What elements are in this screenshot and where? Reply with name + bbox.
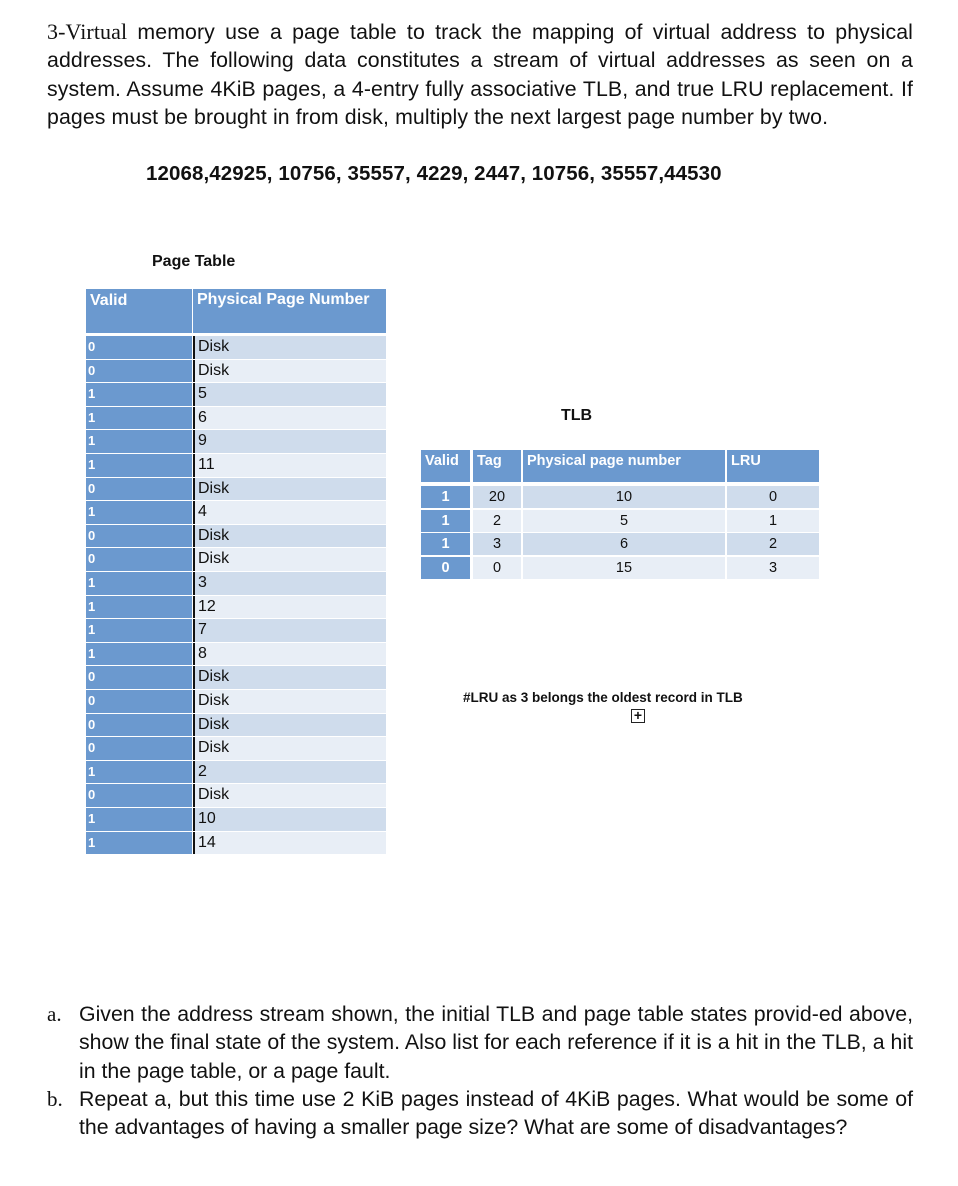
page-table-valid-cell: 0: [86, 360, 192, 383]
page-table-ppn-cell: Disk: [193, 360, 386, 383]
page-table-row: [86, 478, 386, 501]
tlb-valid-header: Valid: [421, 450, 470, 482]
page-table-valid-cell: 0: [86, 784, 192, 807]
page-table-ppn-cell: Disk: [193, 690, 386, 713]
tlb-valid-cell: 1: [421, 510, 470, 532]
page-table-row: [86, 383, 386, 406]
question-a-text: Given the address stream shown, the initial TLB and page table states provid-ed above, show the final state of the system. Also list for each reference if it is a hit in the TLB, a hit in the page table, or a page fault.: [79, 1002, 913, 1083]
page-table-valid-cell: 1: [86, 619, 192, 642]
page-table-row: [86, 690, 386, 713]
page-table-valid-cell: 1: [86, 501, 192, 524]
page-table-ppn-cell: 9: [193, 430, 386, 453]
questions: [47, 1000, 913, 1141]
page-table-row: [86, 737, 386, 760]
page-table-ppn-cell: Disk: [193, 478, 386, 501]
page-table-ppn-cell: Disk: [193, 714, 386, 737]
address-stream: 12068,42925, 10756, 35557, 4229, 2447, 10756, 35557,44530: [146, 162, 722, 185]
tlb-tag-cell: 20: [473, 486, 521, 508]
page-table-ppn-cell: Disk: [193, 737, 386, 760]
tlb-tag-cell: 0: [473, 557, 521, 579]
tlb-ppn-header: Physical page number: [523, 450, 725, 482]
page-table-valid-cell: 0: [86, 525, 192, 548]
question-a-marker: a.: [47, 1002, 62, 1026]
tlb-lru-cell: 1: [727, 510, 819, 532]
page-table-row: [86, 761, 386, 784]
page-table-ppn-cell: 12: [193, 596, 386, 619]
page-table-row: [86, 619, 386, 642]
page-table-row: [86, 832, 386, 855]
page-table-valid-cell: 1: [86, 643, 192, 666]
page-table-ppn-cell: 7: [193, 619, 386, 642]
page-table-valid-cell: 0: [86, 548, 192, 571]
problem-statement: [47, 18, 913, 131]
tlb-tag-header: Tag: [473, 450, 521, 482]
tlb-ppn-cell: 6: [523, 533, 725, 555]
page-table-valid-cell: 1: [86, 808, 192, 831]
page-table-valid-cell: 0: [86, 737, 192, 760]
page-table-row: [86, 548, 386, 571]
page-table-valid-header: Valid: [86, 289, 192, 333]
page-table-ppn-cell: Disk: [193, 336, 386, 359]
question-b-text: Repeat a, but this time use 2 KiB pages instead of 4KiB pages. What would be some of the advantages of having a smaller page size? What are some of disadvantages?: [79, 1086, 913, 1140]
page-table-valid-cell: 0: [86, 336, 192, 359]
tlb-tag-cell: 3: [473, 533, 521, 555]
page-table-title: Page Table: [152, 253, 236, 270]
question-b: [47, 1085, 913, 1142]
tlb-tag-cell: 2: [473, 510, 521, 532]
question-a: [47, 1000, 913, 1085]
page-table-row: [86, 714, 386, 737]
page-table-valid-cell: 1: [86, 454, 192, 477]
problem-number: 3-Virtual: [47, 19, 128, 44]
page-table-ppn-cell: 14: [193, 832, 386, 855]
page-table-ppn-cell: 8: [193, 643, 386, 666]
page-table-ppn-cell: 3: [193, 572, 386, 595]
page-table-row: [86, 407, 386, 430]
tlb-ppn-cell: 5: [523, 510, 725, 532]
tlb-valid-cell: 1: [421, 533, 470, 555]
page-table-row: [86, 643, 386, 666]
page-table-valid-cell: 1: [86, 761, 192, 784]
page-table-ppn-cell: 4: [193, 501, 386, 524]
tlb-lru-header: LRU: [727, 450, 819, 482]
page-table-row: [86, 525, 386, 548]
tlb-lru-cell: 0: [727, 486, 819, 508]
problem-text: memory use a page table to track the mapping of virtual address to physical addresses. The following data constitutes a stream of virtual addresses as seen on a system. Assume 4KiB pages, a 4-entry fully associative TLB, and true LRU replacement. If pages must be brought in from disk, multiply the next largest page number by two.: [47, 20, 913, 129]
page-table-valid-cell: 1: [86, 596, 192, 619]
page-table-valid-cell: 0: [86, 666, 192, 689]
page-table-ppn-cell: 6: [193, 407, 386, 430]
page-table-ppn-cell: Disk: [193, 666, 386, 689]
page-table-row: [86, 336, 386, 359]
page-table-row: [86, 596, 386, 619]
tlb-ppn-cell: 15: [523, 557, 725, 579]
question-b-marker: b.: [47, 1086, 63, 1111]
expand-icon[interactable]: +: [631, 709, 645, 723]
page-table-ppn-cell: 2: [193, 761, 386, 784]
page-table-ppn-cell: 5: [193, 383, 386, 406]
page-table-row: [86, 360, 386, 383]
page-table-valid-cell: 1: [86, 407, 192, 430]
page-table-row: [86, 808, 386, 831]
page-table-valid-cell: 1: [86, 430, 192, 453]
page-table-ppn-cell: Disk: [193, 525, 386, 548]
page-table-valid-cell: 0: [86, 690, 192, 713]
tlb-valid-cell: 1: [421, 486, 470, 508]
page-table-row: [86, 501, 386, 524]
page-table-row: [86, 454, 386, 477]
page-table-row: [86, 666, 386, 689]
page-table-ppn-cell: 11: [193, 454, 386, 477]
page-table-row: [86, 430, 386, 453]
page-table-valid-cell: 1: [86, 383, 192, 406]
lru-note: #LRU as 3 belongs the oldest record in TLB: [463, 690, 743, 705]
page-table-valid-cell: 1: [86, 572, 192, 595]
page-table-ppn-header: Physical Page Number: [193, 289, 386, 333]
page-table-row: [86, 784, 386, 807]
page-table-valid-cell: 0: [86, 714, 192, 737]
tlb-valid-cell: 0: [421, 557, 470, 579]
page-table-row: [86, 572, 386, 595]
tlb-lru-cell: 3: [727, 557, 819, 579]
tlb-lru-cell: 2: [727, 533, 819, 555]
page-table-ppn-cell: Disk: [193, 548, 386, 571]
tlb-ppn-cell: 10: [523, 486, 725, 508]
tlb-title: TLB: [561, 407, 593, 424]
page-table-valid-cell: 1: [86, 832, 192, 855]
page-table-ppn-cell: 10: [193, 808, 386, 831]
page-table-ppn-cell: Disk: [193, 784, 386, 807]
page-table-valid-cell: 0: [86, 478, 192, 501]
